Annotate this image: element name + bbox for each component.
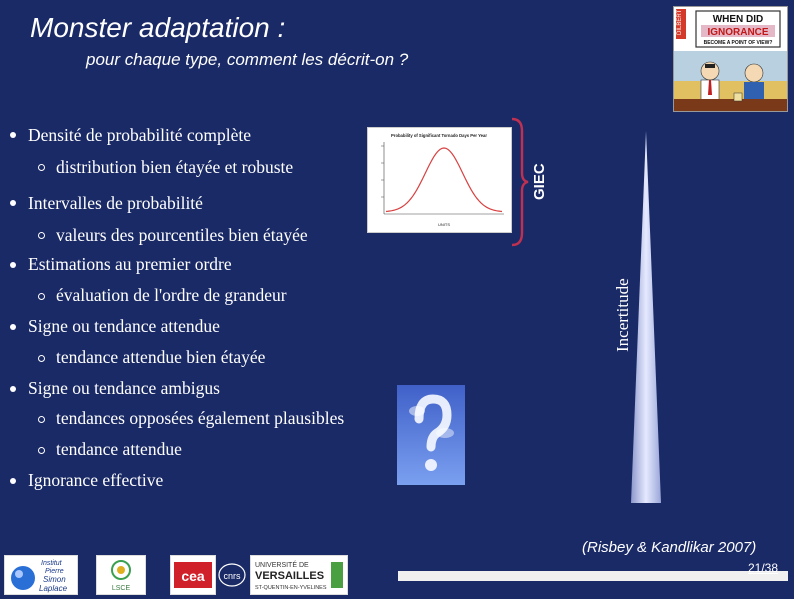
outline-item-1: Densité de probabilité complète bbox=[28, 125, 252, 145]
outline-item-8: tendance attendue bien étayée bbox=[56, 347, 266, 367]
cea-logo-mark bbox=[171, 556, 215, 594]
bullet-dot bbox=[10, 132, 16, 138]
bullet-dot bbox=[10, 324, 16, 330]
bullet-dot bbox=[10, 200, 16, 206]
probability-density-curve bbox=[386, 148, 502, 211]
ipsl-text-4: Laplace bbox=[39, 584, 68, 593]
giec-brace-icon bbox=[508, 117, 530, 247]
outline-item-7: Signe ou tendance attendue bbox=[28, 316, 220, 336]
outline-item-9: Signe ou tendance ambigus bbox=[28, 378, 220, 398]
outline-item-5: Estimations au premier ordre bbox=[28, 254, 232, 274]
outline-item-2: distribution bien étayée et robuste bbox=[56, 157, 294, 177]
cea-text: cea bbox=[181, 568, 205, 584]
slide-title: Monster adaptation : bbox=[30, 12, 286, 43]
ipsl-text-3: Simon bbox=[43, 575, 66, 584]
uvsq-logo bbox=[250, 555, 348, 595]
slide-subtitle: pour chaque type, comment les décrit-on ? bbox=[86, 50, 409, 69]
uncertainty-label: Incertitude bbox=[613, 278, 632, 352]
lsce-text: LSCE bbox=[111, 585, 131, 592]
ipsl-logo bbox=[4, 555, 78, 595]
comic-side-text: DILBERT bbox=[677, 9, 683, 35]
outline-item-11: tendance attendue bbox=[56, 439, 182, 459]
lsce-logo-mark bbox=[97, 556, 145, 594]
plot-title: Probability of Significant Tornado Days Per Year bbox=[391, 133, 487, 138]
sub-bullet-dot bbox=[38, 293, 45, 300]
ipsl-text-2: Pierre bbox=[45, 568, 64, 575]
sub-bullet-dot bbox=[38, 232, 45, 239]
outline-item-3: Intervalles de probabilité bbox=[28, 193, 203, 213]
sub-bullet-dot bbox=[38, 416, 45, 423]
cnrs-logo-mark bbox=[217, 556, 247, 594]
sub-bullet-dot bbox=[38, 447, 45, 454]
bullet-dot bbox=[10, 262, 16, 268]
dilbert-comic bbox=[673, 6, 788, 112]
giec-label: GIEC bbox=[531, 163, 548, 200]
uvsq-text-3: ST-QUENTIN-EN-YVELINES bbox=[255, 585, 327, 591]
uvsq-text-2: VERSAILLES bbox=[255, 570, 325, 582]
cnrs-logo bbox=[216, 555, 248, 595]
bullet-dot bbox=[10, 478, 16, 484]
comic-illustration bbox=[674, 7, 787, 111]
outline-item-12: Ignorance effective bbox=[28, 470, 164, 490]
comic-headline-3: BECOME A POINT OF VIEW? bbox=[703, 40, 773, 46]
sub-bullet-dot bbox=[38, 164, 45, 171]
plot-x-label: UNITS bbox=[438, 222, 450, 227]
ipsl-logo-mark bbox=[5, 556, 77, 594]
probability-plot-thumbnail bbox=[367, 127, 512, 233]
cea-logo bbox=[170, 555, 216, 595]
outline-item-4: valeurs des pourcentiles bien étayée bbox=[56, 225, 308, 245]
probability-curve-figure bbox=[368, 128, 511, 232]
question-mark-image bbox=[397, 385, 465, 485]
ipsl-text-1: Institut bbox=[41, 560, 62, 567]
uncertainty-wedge bbox=[628, 129, 664, 505]
comic-headline-2: IGNORANCE bbox=[707, 27, 769, 38]
footer-bar bbox=[398, 571, 788, 581]
page-number: 21/38 bbox=[748, 561, 779, 575]
comic-headline-1: WHEN DID bbox=[712, 14, 764, 25]
sub-bullet-dot bbox=[38, 355, 45, 362]
lsce-logo bbox=[96, 555, 146, 595]
outline-item-10: tendances opposées également plausibles bbox=[56, 408, 345, 428]
uvsq-logo-mark bbox=[251, 556, 347, 594]
bullet-dot bbox=[10, 386, 16, 392]
uvsq-text-1: UNIVERSITÉ DE bbox=[255, 562, 309, 569]
cnrs-text: cnrs bbox=[223, 571, 241, 581]
citation: (Risbey & Kandlikar 2007) bbox=[582, 539, 757, 556]
outline-item-6: évaluation de l'ordre de grandeur bbox=[56, 285, 287, 305]
